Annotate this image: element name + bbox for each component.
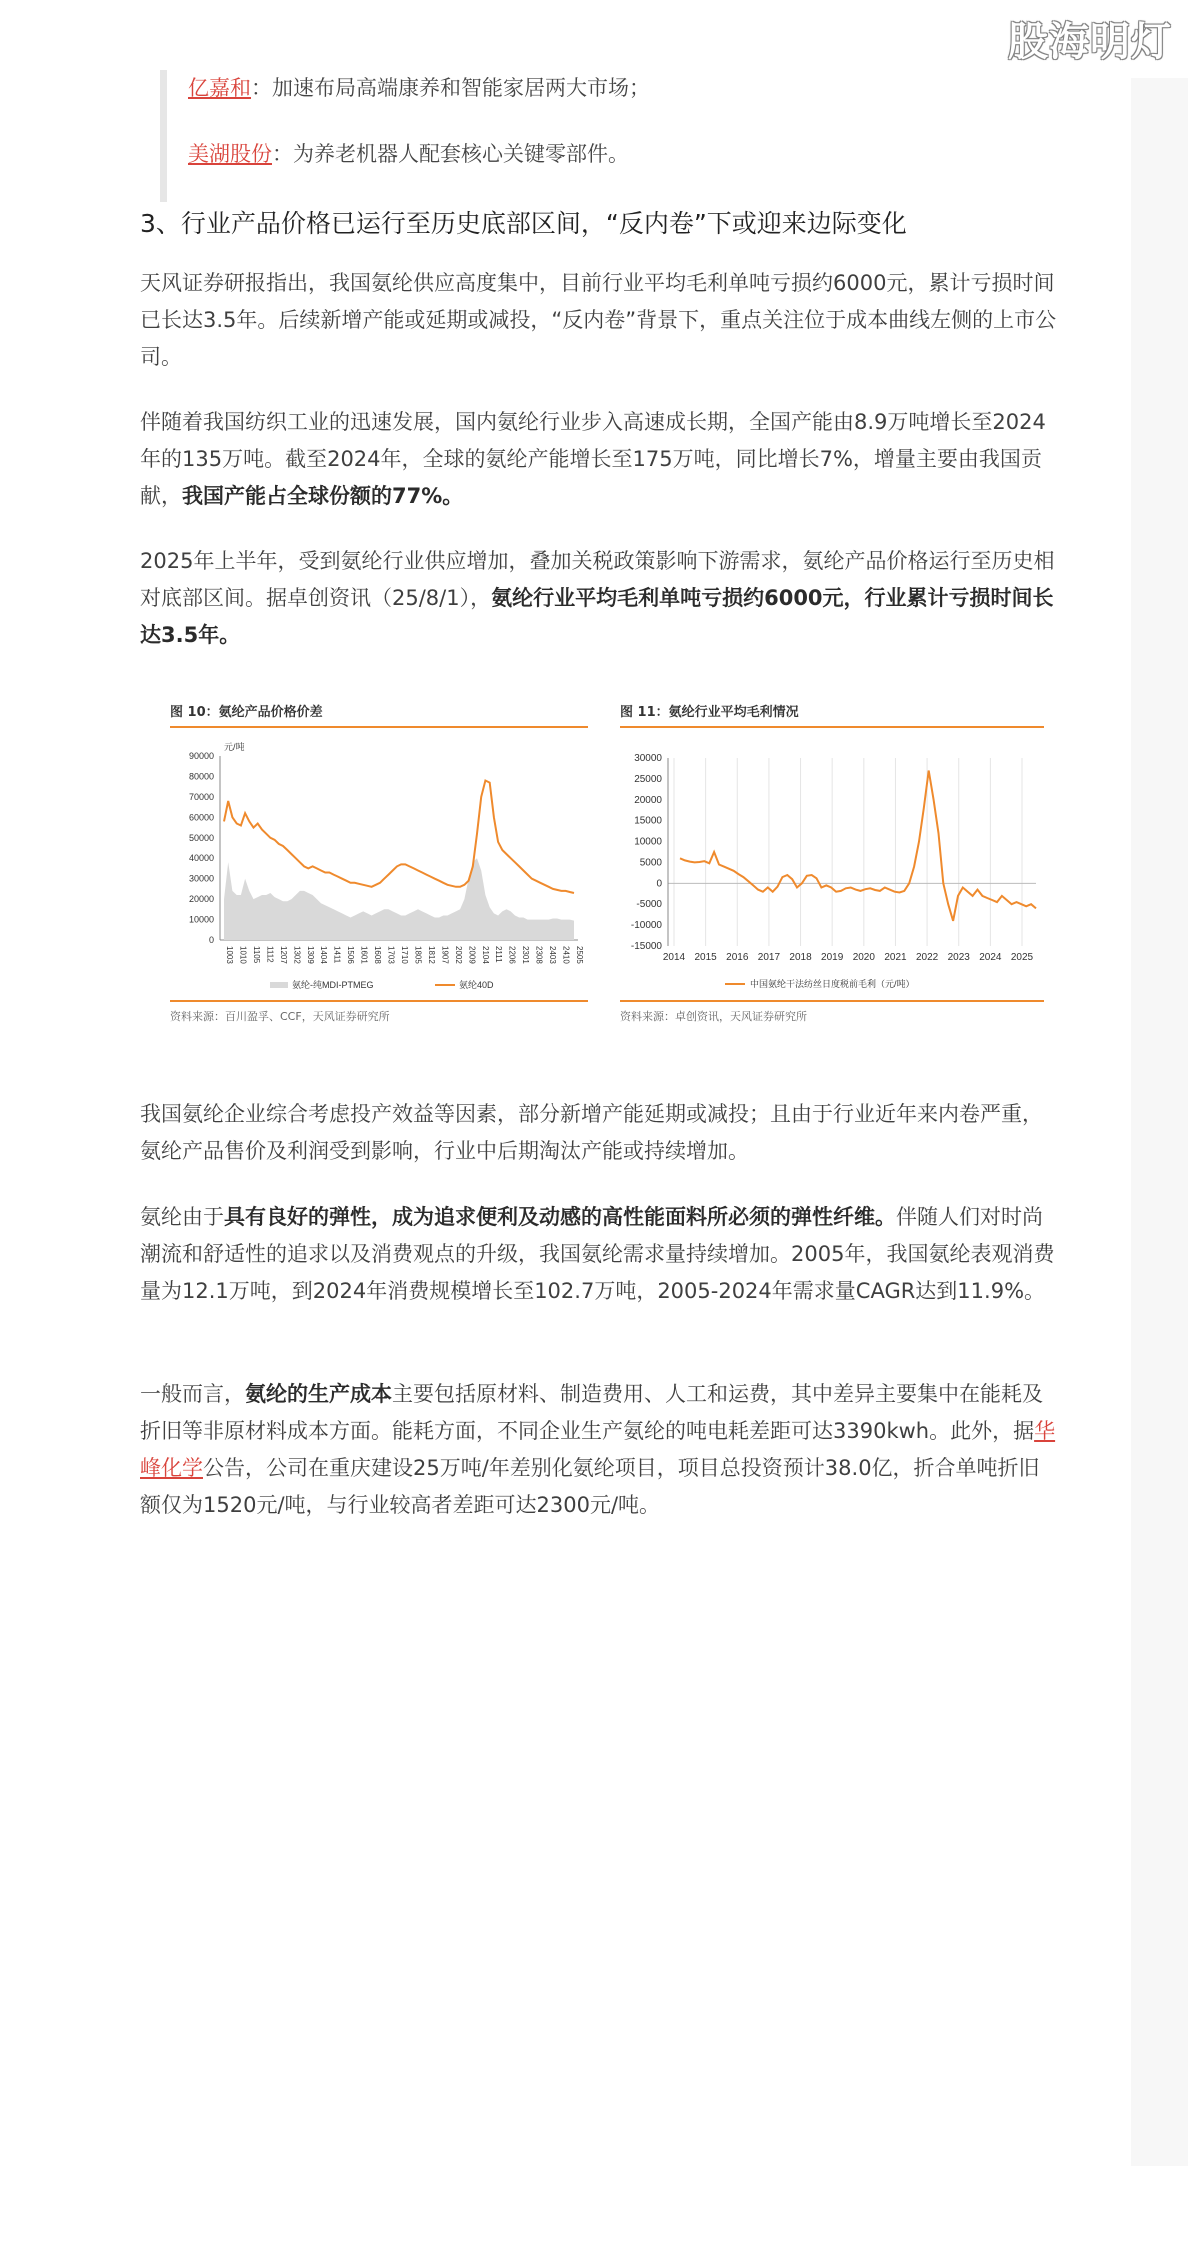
y-tick-label: 70000	[188, 791, 214, 802]
x-tick-label: 1302	[292, 946, 302, 964]
paragraph-3	[140, 543, 1060, 654]
figure-title: 图 11：氨纶行业平均毛利情况	[620, 705, 799, 720]
y-tick-label: 20000	[188, 894, 214, 905]
x-tick-label: 2016	[726, 952, 749, 963]
spread-area-series	[224, 858, 574, 940]
figure-source: 资料来源：百川盈孚、CCF，天风证券研究所	[170, 1010, 390, 1023]
x-tick-label: 2002	[453, 946, 463, 964]
y-tick-label: 15000	[634, 815, 662, 827]
blockquote	[160, 70, 1088, 202]
x-tick-label: 1010	[238, 946, 248, 964]
y-tick-label: 0	[208, 935, 214, 945]
paragraph-text: 主要包括原材料、制造费用、人工和运费，其中差异主要集中在能耗及折旧等非原材料成本方面。能耗方面，不同企业生产氨纶的吨电耗差距可达3390kwh。此外，据	[140, 1382, 1043, 1443]
paragraph-5	[140, 1199, 1060, 1310]
y-tick-label: 0	[656, 878, 662, 890]
y-tick-label: 90000	[188, 751, 214, 761]
quote-text: ：为养老机器人配套核心关键零部件。	[272, 142, 629, 166]
paragraph-1: 天风证券研报指出，我国氨纶供应高度集中，目前行业平均毛利单吨亏损约6000元，累计亏损时间已长达3.5年。后续新增产能或延期或减投，“反内卷”背景下，重点关注位于成本曲线左侧的上市公司。	[140, 271, 1057, 369]
x-tick-label: 2505	[575, 946, 584, 964]
paragraph-text: 公告，公司在重庆建设25万吨/年差别化氨纶项目，项目总投资预计38.0亿，折合单吨折旧额仅为1520元/吨，与行业较高者差距可达2300元/吨。	[140, 1456, 1040, 1517]
x-tick-label: 1105	[251, 946, 261, 964]
legend-line-label: 中国氨纶干法纺丝日度税前毛利（元/吨）	[750, 979, 915, 989]
y-tick-label: 10000	[188, 914, 214, 925]
y-tick-label: 60000	[188, 812, 214, 823]
x-tick-label: 2009	[467, 946, 477, 964]
price-spread-chart	[170, 728, 588, 996]
legend-area-label: 氨纶-纯MDI-PTMEG	[292, 980, 374, 990]
paragraph-text: 伴随着我国纺织工业的迅速发展，国内氨纶行业步入高速成长期，全国产能由8.9万吨增长至2024年的135万吨。截至2024年，全球的氨纶产能增长至175万吨，同比增长7%，增量主要由我国贡献，	[140, 410, 1046, 508]
paragraph-bold: 具有良好的弹性，成为追求便利及动感的高性能面料所必须的弹性纤维。	[224, 1205, 896, 1229]
x-tick-label: 1710	[400, 946, 409, 964]
x-tick-label: 1812	[426, 946, 436, 964]
y-tick-label: 5000	[639, 857, 662, 869]
x-tick-label: 2025	[1010, 952, 1034, 963]
x-tick-label: 2022	[915, 952, 939, 963]
section-heading: 3、行业产品价格已运行至历史底部区间，“反内卷”下或迎来边际变化	[140, 209, 907, 238]
legend-line-label: 氨纶40D	[459, 980, 494, 990]
y-tick-label: -15000	[630, 941, 662, 952]
x-tick-label: 2104	[480, 946, 490, 964]
x-tick-label: 1411	[332, 946, 342, 964]
x-tick-label: 1907	[440, 946, 450, 964]
watermark-logo: 股海明灯	[1008, 19, 1172, 65]
figure-title: 图 10：氨纶产品价格价差	[170, 705, 323, 720]
x-tick-label: 2301	[521, 946, 531, 964]
quote-item	[188, 70, 1088, 106]
y-tick-label: 20000	[634, 794, 662, 806]
paragraph-bold: 我国产能占全球份额的77%。	[182, 484, 464, 508]
figure-rule	[620, 1000, 1044, 1002]
x-tick-label: 2017	[757, 952, 781, 963]
x-tick-label: 2015	[694, 952, 717, 963]
figure-10	[170, 700, 588, 1030]
figure-rule	[170, 1000, 588, 1002]
x-tick-label: 1506	[346, 946, 356, 964]
unit-label: 元/吨	[224, 742, 245, 752]
paragraph-2	[140, 404, 1060, 515]
legend-area-swatch	[270, 982, 288, 988]
company-link[interactable]: 华峰化学	[140, 1419, 1056, 1480]
x-tick-label: 1601	[359, 946, 369, 964]
x-tick-label: 1805	[413, 946, 423, 964]
y-tick-label: 30000	[634, 753, 662, 764]
y-tick-label: 30000	[188, 873, 214, 884]
x-tick-label: 2020	[852, 952, 875, 963]
paragraph-text: 2025年上半年，受到氨纶行业供应增加，叠加关税政策影响下游需求，氨纶产品价格运行至历史相对底部区间。据卓创资讯（25/8/1），	[140, 549, 1055, 610]
x-tick-label: 2019	[821, 952, 844, 963]
x-tick-label: 2308	[534, 946, 544, 964]
x-tick-label: 2021	[884, 952, 907, 963]
y-tick-label: -5000	[636, 899, 662, 911]
paragraph-4: 我国氨纶企业综合考虑投产效益等因素，部分新增产能延期或减投；且由于行业近年来内卷严重，氨纶产品售价及利润受到影响，行业中后期淘汰产能或持续增加。	[140, 1102, 1043, 1163]
figure-source: 资料来源：卓创资讯，天风证券研究所	[620, 1010, 807, 1023]
x-tick-label: 1207	[278, 946, 288, 964]
y-tick-label: -10000	[630, 920, 662, 932]
paragraph-bold: 氨纶行业平均毛利单吨亏损约6000元，行业累计亏损时间长达3.5年。	[140, 586, 1054, 647]
stock-link[interactable]: 亿嘉和	[188, 76, 251, 100]
figure-11	[620, 700, 1044, 1030]
x-tick-label: 2014	[662, 952, 686, 963]
paragraph-6	[140, 1376, 1060, 1524]
paragraph-text: 伴随人们对时尚潮流和舒适性的追求以及消费观点的升级，我国氨纶需求量持续增加。2005年，我国氨纶表观消费量为12.1万吨，到2024年消费规模增长至102.7万吨，2005-2024年需求量CAGR达到11.9%。	[140, 1205, 1055, 1303]
x-tick-label: 1608	[373, 946, 383, 964]
x-tick-label: 1703	[386, 946, 396, 964]
gross-margin-chart	[620, 728, 1044, 996]
paragraph-bold: 氨纶的生产成本	[245, 1382, 392, 1406]
x-tick-label: 2018	[789, 952, 812, 963]
x-tick-label: 1112	[265, 946, 275, 963]
paragraph-text: 一般而言，	[140, 1382, 245, 1406]
x-tick-label: 2024	[979, 952, 1002, 963]
x-tick-label: 2403	[548, 946, 558, 964]
paragraph-text: 氨纶由于	[140, 1205, 224, 1229]
price-40d-series	[224, 781, 574, 894]
x-tick-label: 1404	[319, 946, 329, 964]
gross-margin-series	[680, 771, 1036, 921]
quote-item	[188, 136, 1088, 172]
y-tick-label: 10000	[634, 836, 662, 848]
x-tick-label: 2023	[947, 952, 970, 963]
x-tick-label: 1309	[305, 946, 315, 964]
y-tick-label: 80000	[188, 771, 214, 782]
x-tick-label: 2410	[561, 946, 571, 964]
y-tick-label: 25000	[634, 773, 662, 785]
quote-text: ：加速布局高端康养和智能家居两大市场；	[251, 76, 650, 100]
stock-link[interactable]: 美湖股份	[188, 142, 272, 166]
x-tick-label: 2206	[507, 946, 517, 964]
x-tick-label: 2111	[494, 946, 504, 963]
x-tick-label: 1003	[225, 946, 234, 964]
y-tick-label: 50000	[188, 832, 214, 843]
y-tick-label: 40000	[188, 853, 214, 864]
right-gutter	[1131, 78, 1188, 2166]
